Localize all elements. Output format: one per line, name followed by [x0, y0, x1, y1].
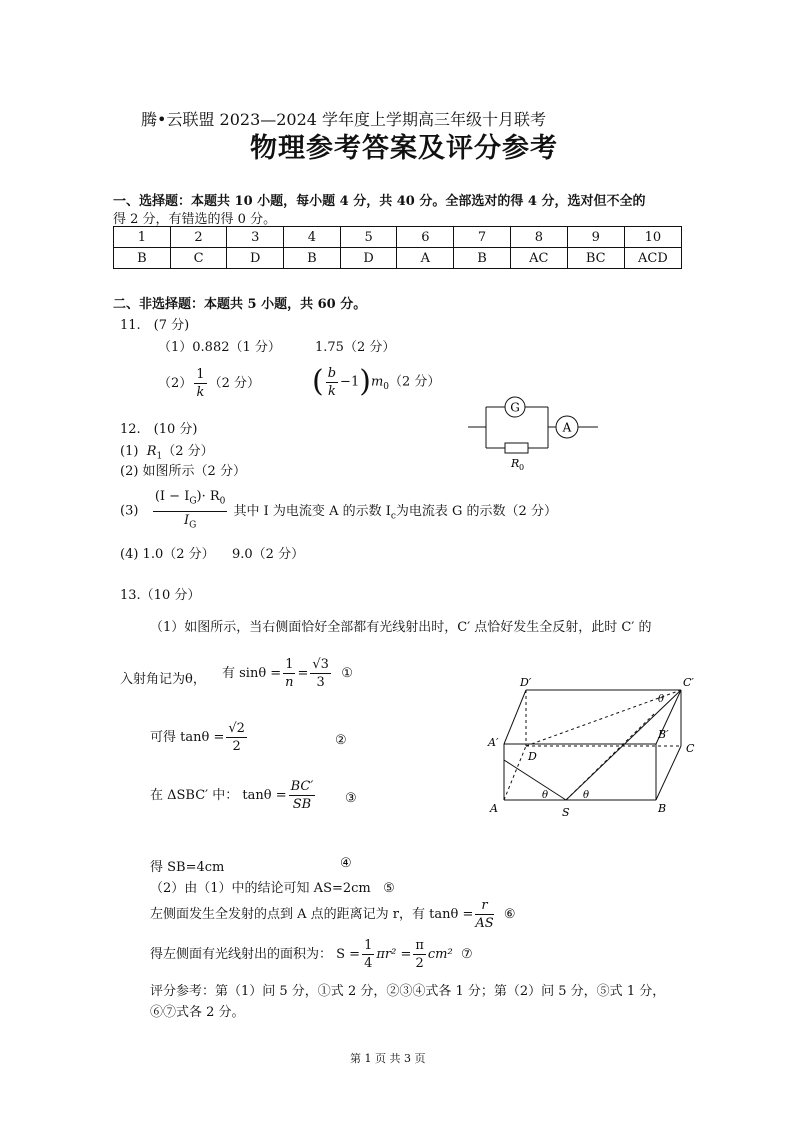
section1-heading-cont: 得 2 分，有错选的得 0 分。: [113, 212, 277, 227]
theta-left: θ: [542, 790, 549, 801]
q12-part1: (1) $R_1(2$ 分）: [120, 444, 214, 462]
section2-heading: 二、非选择题：本题共 5 小题，共 60 分。: [113, 297, 367, 312]
q13-eq7: 得左侧面有光线射出的面积为： S = $\frac{1}{4}$ πr² = $\frac{\pi}{2}$ cm² ⑦: [150, 938, 473, 971]
resistor-subscript: 0: [519, 463, 525, 472]
label-s: S: [562, 806, 570, 819]
q11-part2-b: ( $\frac{b}{k}$ $-1)m_0(2$ 分）: [312, 364, 441, 399]
fraction: $\frac{(I - I_G)\cdot R_0}{I_G}$: [154, 489, 226, 531]
table-cell: 3: [227, 227, 284, 248]
q13-part1: （1）如图所示，当右侧面恰好全部都有光线射出时，C′ 点恰好发生全反射，此时 C′ 的: [150, 620, 652, 635]
table-cell: 4: [284, 227, 341, 248]
circuit-diagram: [460, 392, 610, 474]
table-cell: 10: [624, 227, 681, 248]
table-cell: 7: [454, 227, 511, 248]
table-cell: B: [284, 248, 341, 269]
q13-eq2: 可得 tanθ = $\frac{√2}{2}$: [150, 721, 245, 754]
table-cell: 9: [567, 227, 624, 248]
table-cell: D: [340, 248, 397, 269]
q12-part4-a: (4) 1.0（2 分）: [120, 547, 215, 562]
galvanometer-label: G: [510, 400, 520, 415]
exam-subtitle: 腾•云联盟 2023—2024 学年度上学期高三年级十月联考: [141, 110, 547, 129]
q13-eq1: 有 sinθ = $\frac{1}{n}$ = $\frac{√3}{3}$ ①: [222, 657, 353, 690]
theta-top: θ: [658, 694, 665, 705]
label-c: C: [686, 742, 695, 755]
table-cell: D: [227, 248, 284, 269]
resistor-label: R: [511, 457, 520, 470]
q11-part2-prefix: （2）: [158, 376, 193, 391]
q12-part4-b: 9.0（2 分）: [232, 547, 305, 562]
label-d-prime: D′: [520, 676, 532, 689]
q13-eq3-mark: ③: [345, 791, 357, 806]
fraction: $\frac{b}{k}$: [327, 365, 337, 399]
table-cell: BC: [567, 248, 624, 269]
q13-grading-cont: ⑥⑦式各 2 分。: [150, 1005, 245, 1020]
q11-part1-b: 1.75（2 分）: [315, 340, 396, 355]
label-b-prime: B′: [658, 728, 669, 741]
table-cell: 2: [170, 227, 227, 248]
resistor-icon: [505, 443, 528, 453]
table-cell: B: [454, 248, 511, 269]
table-cell: 1: [114, 227, 171, 248]
table-cell: A: [397, 248, 454, 269]
q13-part1-cont: 入射角记为θ，: [120, 672, 206, 687]
table-cell: 6: [397, 227, 454, 248]
prism-figure: [486, 672, 706, 824]
label-a: A: [490, 802, 498, 815]
q12-title: 12. (10 分): [120, 422, 198, 437]
table-cell: 5: [340, 227, 397, 248]
q12-part3: (3) $\frac{(I - I_G)\cdot R_0}{I_G}$ 其中 I 为电流变 A 的示数 $I_c$为电流表 G 的示数（2 分）: [120, 488, 557, 534]
q13-eq3: 在 ΔSBC′ 中： tanθ = $\frac{BC'}{SB}$: [150, 779, 314, 812]
q13-grading: 评分参考：第（1）问 5 分，①式 2 分，②③④式各 1 分；第（2）问 5 分，⑤式 1 分，: [150, 984, 666, 999]
q13-part2: （2）由（1）中的结论可知 AS=2cm ⑤: [150, 881, 395, 896]
table-cell: B: [114, 248, 171, 269]
label-c-prime: C′: [683, 676, 694, 689]
page-title: 物理参考答案及评分参考: [250, 133, 558, 164]
label-a-prime: A′: [488, 736, 499, 749]
section1-heading: 一、选择题：本题共 10 小题，每小题 4 分，共 40 分。全部选对的得 4 分，选对但不全的: [113, 194, 646, 209]
answer-table: [113, 226, 682, 269]
q11-part1-a: （1）0.882（1 分）: [158, 340, 281, 355]
table-cell: 8: [510, 227, 567, 248]
table-row-numbers: [114, 227, 682, 248]
ammeter-label: A: [562, 420, 572, 435]
table-cell: AC: [510, 248, 567, 269]
table-row-answers: [114, 248, 682, 269]
q13-eq2-mark: ②: [335, 733, 347, 748]
q13-title: 13.（10 分）: [120, 588, 201, 603]
q13-eq6: 左侧面发生全发射的点到 A 点的距离记为 r，有 tanθ = $\frac{r}{AS}$ ⑥: [150, 898, 516, 931]
q13-eq4-mark: ④: [340, 856, 352, 871]
label-b: B: [658, 802, 667, 815]
theta-right: θ: [583, 790, 590, 801]
q12-part2: (2) 如图所示（2 分）: [120, 464, 246, 479]
fraction: $\frac{1}{k}$: [196, 367, 205, 400]
table-cell: C: [170, 248, 227, 269]
q11-part2-score: （2 分）: [208, 376, 260, 391]
page-number: 第 1 页 共 3 页: [350, 1052, 426, 1065]
table-cell: ACD: [624, 248, 681, 269]
q11-part2-a: [158, 366, 260, 401]
label-d: D: [528, 750, 537, 763]
q13-eq4: 得 SB=4cm: [150, 860, 225, 875]
q11-title: 11. (7 分): [120, 318, 190, 333]
